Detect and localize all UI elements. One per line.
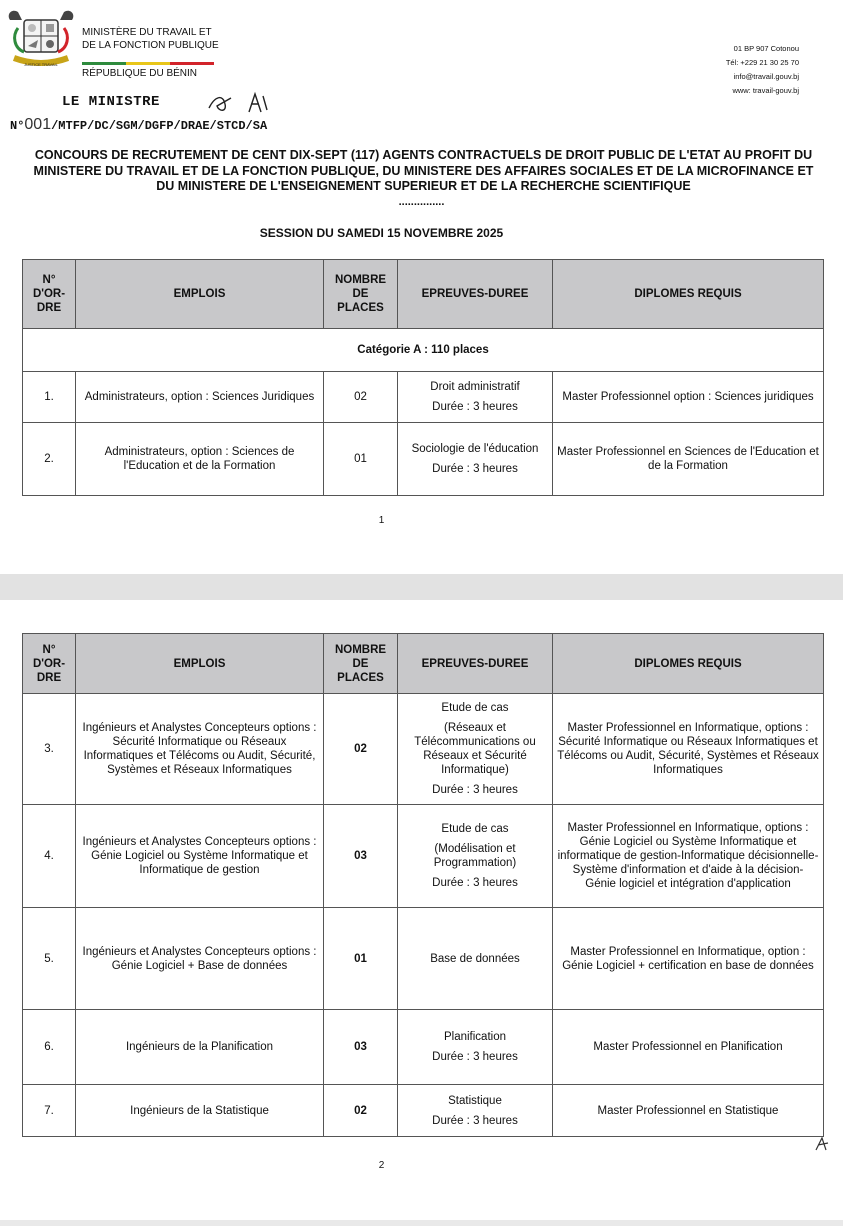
reference-handwritten-number: 001	[24, 116, 52, 133]
table-row	[23, 372, 824, 423]
category-row	[23, 329, 824, 372]
row-epreuve: Planification Durée : 3 heures	[398, 1010, 553, 1085]
row-number: 4.	[23, 805, 76, 908]
row-diplome: Master Professionnel en Informatique, options : Génie Logiciel ou Système Informatique et informatique de gestion-Informatique décisionnelle-Système d'information et d'aide à la décision- Génie logiciel et intégration d'application	[553, 805, 824, 908]
header-no: N° D'OR- DRE	[23, 634, 76, 694]
row-emploi: Ingénieurs de la Planification	[76, 1010, 324, 1085]
contact-address: 01 BP 907 Cotonou	[733, 44, 799, 53]
table-header-row	[23, 634, 824, 694]
positions-table-page-1	[22, 259, 824, 496]
header-places: NOMBRE DE PLACES	[324, 260, 398, 329]
contact-website: www: travail-gouv.bj	[732, 86, 799, 95]
flag-bar	[82, 62, 214, 65]
row-epreuve: Droit administratif Durée : 3 heures	[398, 372, 553, 423]
row-number: 2.	[23, 423, 76, 496]
table-row	[23, 1085, 824, 1137]
reference-prefix: N°	[10, 119, 25, 133]
row-places: 02	[324, 1085, 398, 1137]
header-diplomes: DIPLOMES REQUIS	[553, 260, 824, 329]
reference-number	[10, 116, 267, 134]
row-number: 6.	[23, 1010, 76, 1085]
row-places: 03	[324, 1010, 398, 1085]
row-number: 1.	[23, 372, 76, 423]
row-epreuve: Base de données	[398, 908, 553, 1010]
benin-coat-of-arms-icon	[4, 6, 78, 74]
table-row	[23, 423, 824, 496]
header-places: NOMBRE DE PLACES	[324, 634, 398, 694]
initials-mark-icon	[814, 1136, 834, 1152]
row-diplome: Master Professionnel en Planification	[553, 1010, 824, 1085]
row-diplome: Master Professionnel en Statistique	[553, 1085, 824, 1137]
table-row	[23, 805, 824, 908]
row-epreuve: Sociologie de l'éducation Durée : 3 heures	[398, 423, 553, 496]
row-epreuve: Etude de cas (Réseaux et Télécommunications ou Réseaux et Sécurité Informatique) Durée : 3 heures	[398, 694, 553, 805]
ministry-line-2: DE LA FONCTION PUBLIQUE	[82, 40, 219, 51]
ministry-name	[82, 26, 282, 52]
row-epreuve: Etude de cas (Modélisation et Programmation) Durée : 3 heures	[398, 805, 553, 908]
header-epreuves: EPREUVES-DUREE	[398, 634, 553, 694]
header-emplois: EMPLOIS	[76, 260, 324, 329]
header-no: N° D'OR- DRE	[23, 260, 76, 329]
page-separator	[0, 574, 843, 600]
contact-block	[726, 42, 799, 98]
row-number: 5.	[23, 908, 76, 1010]
header-epreuves: EPREUVES-DUREE	[398, 260, 553, 329]
ministry-line-1: MINISTÈRE DU TRAVAIL ET	[82, 27, 212, 38]
row-places: 02	[324, 694, 398, 805]
header-diplomes: DIPLOMES REQUIS	[553, 634, 824, 694]
row-emploi: Ingénieurs et Analystes Concepteurs options : Génie Logiciel + Base de données	[76, 908, 324, 1010]
table-row	[23, 908, 824, 1010]
row-places: 03	[324, 805, 398, 908]
row-places: 01	[324, 423, 398, 496]
table-row	[23, 1010, 824, 1085]
row-diplome: Master Professionnel en Sciences de l'Education et de la Formation	[553, 423, 824, 496]
row-number: 3.	[23, 694, 76, 805]
row-epreuve: Statistique Durée : 3 heures	[398, 1085, 553, 1137]
positions-table-page-2	[22, 633, 824, 1137]
document-title: CONCOURS DE RECRUTEMENT DE CENT DIX-SEPT (117) AGENTS CONTRACTUELS DE DROIT PUBLIC DE L'ETAT AU PROFIT DU MINISTERE DU TRAVAIL ET DE LA FONCTION PUBLIQUE, DU MINISTERE DES AFFAIRES SOCIALES ET DE LA MICROFINANCE ET DU MINISTERE DE L'ENSEIGNEMENT SUPERIEUR ET DE LA RECHERCHE SCIENTIFIQUE	[33, 148, 814, 193]
row-emploi: Ingénieurs de la Statistique	[76, 1085, 324, 1137]
emblem-motto: JUSTICE TRAVAIL	[24, 62, 58, 67]
page-number-1: 1	[378, 515, 385, 526]
header-emplois: EMPLOIS	[76, 634, 324, 694]
row-diplome: Master Professionnel option : Sciences juridiques	[553, 372, 824, 423]
page-number-2: 2	[378, 1160, 385, 1171]
session-date: SESSION DU SAMEDI 15 NOVEMBRE 2025	[259, 226, 504, 240]
row-places: 02	[324, 372, 398, 423]
table-row	[23, 694, 824, 805]
reference-path: /MTFP/DC/SGM/DGFP/DRAE/STCD/SA	[51, 119, 268, 133]
contact-phone: Tél: +229 21 30 25 70	[725, 58, 799, 67]
table-header-row	[23, 260, 824, 329]
row-places: 01	[324, 908, 398, 1010]
document-page-1	[0, 0, 843, 574]
row-diplome: Master Professionnel en Informatique, option : Génie Logiciel + certification en base de données	[553, 908, 824, 1010]
row-emploi: Ingénieurs et Analystes Concepteurs options : Sécurité Informatique ou Réseaux Informatiques et Télécoms ou Audit, Sécurité, Systèmes et Réseaux Informatiques	[76, 694, 324, 805]
row-emploi: Administrateurs, option : Sciences de l'Education et de la Formation	[76, 423, 324, 496]
title-separator: ...............	[398, 196, 445, 208]
row-emploi: Administrateurs, option : Sciences Juridiques	[76, 372, 324, 423]
republic-name: RÉPUBLIQUE DU BÉNIN	[82, 68, 198, 79]
signature-icon	[205, 90, 275, 116]
row-number: 7.	[23, 1085, 76, 1137]
contact-email: info@travail.gouv.bj	[733, 72, 799, 81]
row-diplome: Master Professionnel en Informatique, options : Sécurité Informatique ou Réseaux Informatiques et Télécoms ou Audit, Sécurité, Systèmes et Réseaux Informatiques	[553, 694, 824, 805]
category-a-label: Catégorie A : 110 places	[23, 329, 824, 372]
le-ministre-label: LE MINISTRE	[62, 94, 160, 110]
document-page-2	[0, 600, 843, 1220]
row-emploi: Ingénieurs et Analystes Concepteurs options : Génie Logiciel ou Système Informatique et Informatique de gestion	[76, 805, 324, 908]
